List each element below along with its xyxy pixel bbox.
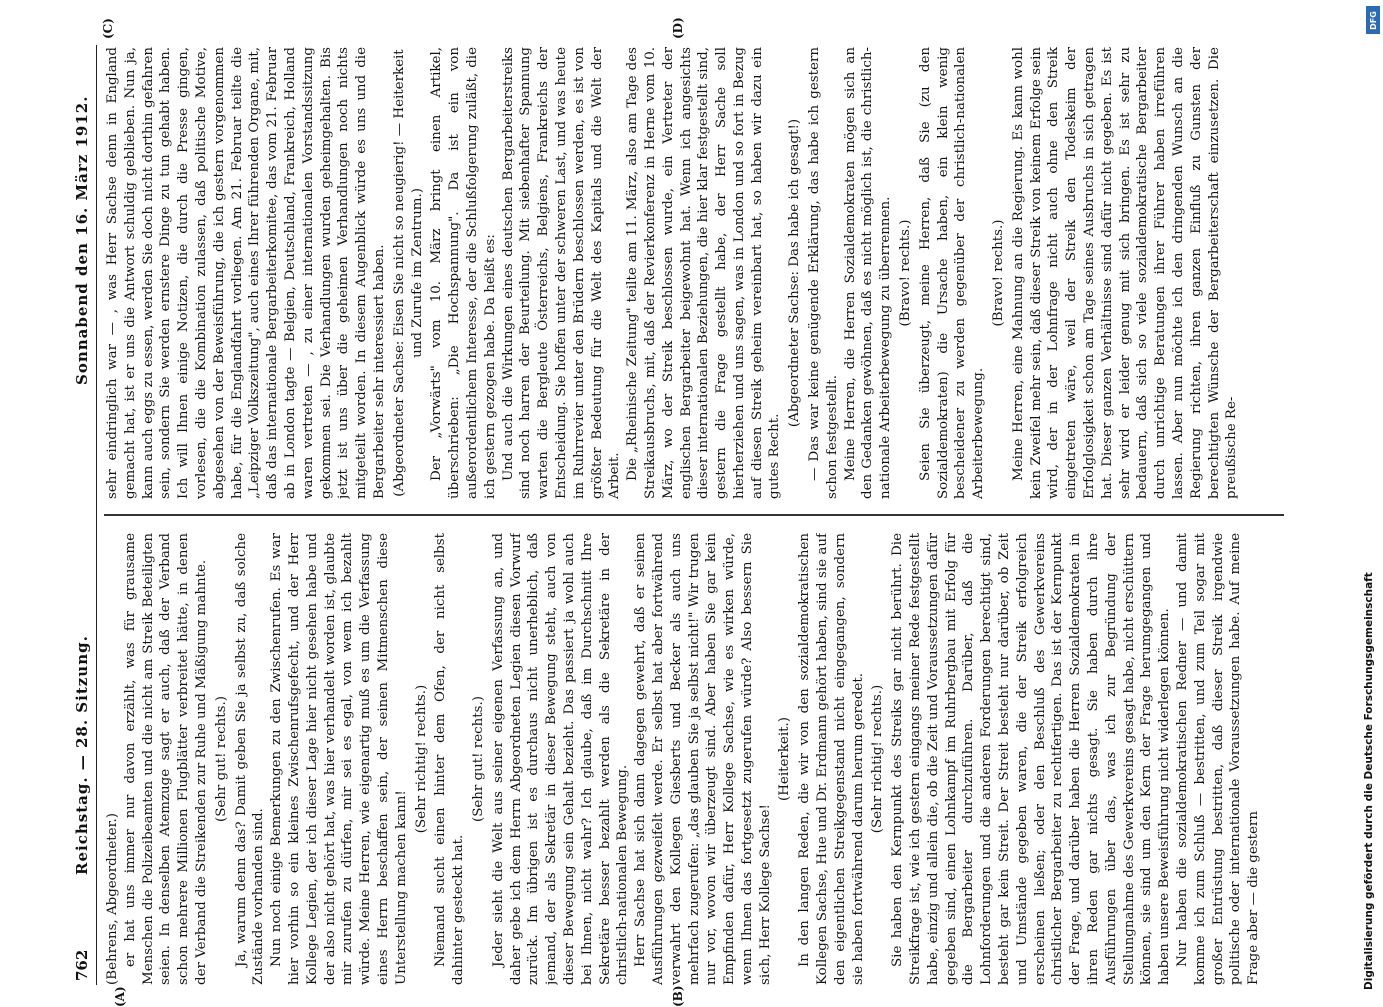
paragraph: Jeder sieht die Welt aus seiner eigenen Verfassung an, und daher gebe ich dem Herrn Abgeordneten Legien diesen Vorwurf zurück. Im übrigen ist es durchaus nicht unerheblich, daß jemand, der als Sekretär in dieser Bewegung steht, auch von dieser Bewegung sein Gehalt bezieht. Das passiert ja wohl auch bei Ihnen, nicht wahr? Ich glaube, daß im Durchschnitt Ihre Sekretäre besser bezahlt werden als die Sekretäre in der christlich-nationalen Bewegung. — [490, 533, 632, 985]
digitization-credit: Digitalisierung gefördert durch die Deutsche Forschungsgemeinschaft — [1363, 572, 1375, 990]
session-date: Sonnabend den 16. März 1912. — [74, 96, 92, 385]
paragraph: Sie haben den Kernpunkt des Streiks gar nicht berührt. Die Streikfrage ist, wie ich gestern eingangs meiner Rede festgestellt habe, einzig und allein die, ob die Zeit und Voraussetzungen dafür gegeben sind, einen Lohnkampf im Ruhrbergbau mit Erfolg für die Bergarbeiter durchzuführen. Darüber, daß die Lohnforderungen und die anderen Forderungen berechtigt sind, besteht gar kein Streit. Der Streit besteht nur darüber, ob Zeit und Umstände gegeben waren, die der Streik erfolgreich erscheinen ließen; oder den Beschluß des Gewerkvereins christlicher Bergarbeiter zu rechtfertigen. Das ist der Kernpunkt der Frage, und darüber haben die Herren Sozialdemokraten in ihren Reden gar nichts gesagt. Sie haben durch ihre Ausführungen über das, was ich zur Begründung der Stellungnahme des Gewerkvereins gesagt habe, nicht erschüttern können, sie sind um den Kern der Frage herumgegangen und haben unsere Beweisführung nicht widerlegen können. — [889, 533, 1174, 985]
right-column — [104, 47, 1304, 499]
paragraph: er hat uns immer nur davon erzählt, was für grausame Menschen die Polizeibeamten und die nicht am Streik Beteiligten seien. In denselben Atemzuge sagt er auch, daß der Verband schon mehrere Millionen Flugblätter verbreitet hätte, in denen der Verband die Streikenden zur Ruhe und Mäßigung mahnte. — [122, 533, 211, 985]
session-title: Reichstag. — 28. Sitzung. — [74, 635, 92, 875]
left-column — [104, 533, 1304, 985]
paragraph: Nun noch einige Bemerkungen zu den Zwischenrufen. Es war hier vorhin so ein kleines Zwischenrufsgefecht, und der Herr Kollege Legien, der ich dieser Lage hier nicht gesehen habe und der also nicht gehört hat, was hier verhandelt worden ist, glaubte mir zurufen zu dürfen, mir sei es egal, von wem ich bezahlt würde. Meine Herren, wie eigenartig muß es um die Verfassung eines Herrn beschaffen sein, der seinen Mitmenschen diese Unterstellung machen kann! — [268, 533, 410, 985]
interjection: (Sehr gut! rechts.) — [213, 533, 231, 985]
scanned-page — [70, 45, 1320, 985]
page-header — [70, 45, 97, 985]
margin-marker-c: (C) — [100, 18, 118, 39]
paragraph: Nur haben die sozialdemokratischen Redner — und damit komme ich zum Schluß — bestritten, und zum Teil sogar mit großer Entrüstung bestritten, daß dieser Streik irgendwie politische oder internationale Voraussetzungen habe. Auf meine Frage aber — die gestern — [1174, 533, 1263, 985]
paragraph: — Das war keine genügende Erklärung, das habe ich gestern schon festgestellt. — [806, 47, 842, 499]
column-divider — [104, 515, 1284, 517]
paragraph: Niemand sucht einen hinter dem Ofen, der nicht selbst dahinter gesteckt hat. — [432, 533, 468, 985]
margin-marker-a: (A) — [112, 986, 130, 1007]
paragraph: Seien Sie überzeugt, meine Herren, daß Sie (zu den Sozialdemokraten) die Ursache haben, ein klein wenig bescheidener zu werden gegenüber der christlich-nationalen Arbeiterbewegung. — [917, 47, 988, 499]
paragraph: In den langen Reden, die wir von den sozialdemokratischen Kollegen Sachse, Hue und Dr. Erdmann gehört haben, sind sie auf den eigentlichen Streikgegenstand nicht eingegangen, sondern sie haben fortwährend darum herum geredet. — [796, 533, 867, 985]
margin-marker-d: (D) — [670, 17, 688, 39]
quotation: Und auch die Wirkungen eines deutschen Bergarbeiterstreiks sind noch harren der Beurteilung. Mit siebenhafter Spannung warten die Bergleute Österreichs, Belgiens, Frankreichs der Entscheidung. Sie hoffen unter der schweren Last, und was heute im Ruhrrevier unter den Brüdern beschlossen werden, es ist von größter Bedeutung für die Welt des Kapitals und die Welt der Arbeit. — [500, 47, 625, 499]
paragraph: Ja, warum denn das? Damit geben Sie ja selbst zu, daß solche Zustände vorhanden sind. — [233, 533, 269, 985]
interjection: (Heiterkeit.) — [776, 533, 794, 985]
interjection: (Sehr gut! rechts.) — [470, 533, 488, 985]
interjection: (Bravo! rechts.) — [990, 47, 1008, 499]
paragraph: Herr Sachse hat sich dann dagegen gewehrt, daß er seinen Ausführungen gezweifelt werde. Er selbst hat aber fortwährend verwahrt den Kollegen Giesberts und Becker als auch uns mehrfach zugerufen: „das glauben Sie ja selbst nicht!" Wir trugen nur vor, wovon wir überzeugt sind. Aber haben Sie gar kein Empfinden dafür, Herr Kollege Sachse, wie es wirken würde, wenn Ihnen das fortgesetzt zugerufen würde? Also bessern Sie sich, Herr Kollege Sachse! — [632, 533, 774, 985]
interjection: (Sehr richtig! rechts.) — [413, 533, 431, 985]
interjection: (Sehr richtig! rechts.) — [869, 533, 887, 985]
interjection: (Abgeordneter Sachse: Das habe ich gesagt!) — [786, 47, 804, 499]
interjection: (Abgeordneter Sachse: Eisen Sie nicht so neugierig! — Heiterkeit und Zurufe im Zentrum.) — [391, 47, 427, 499]
paragraph: sehr eindringlich war — , was Herr Sachse denn in England gemacht hat, ist er uns die Antwort schuldig geblieben. Nun ja, kann auch eggs zu essen, werden Sie doch nicht dorthin gefahren sein, sondern Sie werden ernstere Dinge zu tun gehabt haben. Ich will Ihnen einige Notizen, die durch die Presse gingen, vorlesen, die die Kombination zulassen, daß politische Motive, abgesehen von der Beweisführung, die ich gestern vorgenommen habe, für die Englandfahrt vorliegen. Am 21. Februar teilte die „Leipziger Volkszeitung", auch eines Ihrer führenden Organe, mit, daß das internationale Bergarbeiterkomitee, das vom 21. Februar ab in London tagte — Belgien, Deutschland, Frankreich, Holland waren vertreten — , zu einer internationalen Vorstandssitzung gekommen sei. Die Verhandlungen wurden geheimgehalten. Bis jetzt ist uns über die geheimen Verhandlungen noch nichts mitgeteilt worden. In diesem Augenblick würde es uns und die Bergarbeiter sehr interessiert haben. — [104, 47, 389, 499]
speaker-line: (Behrens, Abgeordneter.) — [104, 533, 122, 985]
paragraph: Der „Vorwärts" vom 10. März bringt einen Artikel, überschrieben: „Die Hochspannung". Da ist ein von außerordentlichem Interesse, der die Schlußfolgerung zuläßt, die ich gestern gezogen habe. Da heißt es: — [428, 47, 499, 499]
paragraph: Meine Herren, eine Mahnung an die Regierung. Es kann wohl kein Zweifel mehr sein, daß dieser Streik von keinem Erfolge sein wird, der in der Lohnfrage nicht auch ohne den Streik eingetreten wäre, weil der Streik den Todeskeim der Erfolglosigkeit schon am Tage seines Ausbruchs in sich getragen hat. Dieser ganzen Verhältnisse sind dafür nicht gegeben. Es ist sehr wird er leider genug mit sich bringen. Es ist sehr zu bedauern, daß sich so viele sozialdemokratische Bergarbeiter durch unrichtige Beratungen ihrer Führer haben irreführen lassen. Aber nun möchte ich den dringenden Wunsch an die Regierung richten, ihren ganzen Einfluß zu Gunsten der berechtigten Wünsche der Bergarbeiterschaft einzusetzen. Die preußische Re- — [1010, 47, 1241, 499]
dfg-logo: DFG — [1366, 6, 1380, 34]
page-number: 762 — [74, 950, 92, 981]
paragraph: Meine Herren, die Herren Sozialdemokraten mögen sich an den Gedanken gewöhnen, daß es nicht möglich ist, die christlich-nationale Arbeiterbewegung zu überrennen. — [842, 47, 895, 499]
paragraph: Die „Rheinische Zeitung" teilte am 11. März, also am Tage des Streikausbruchs, mit, daß der Revierkonferenz in Herne vom 10. März, wo der Streik beschlossen wurde, ein Vertreter der englischen Bergarbeiter beigewohnt hat. Wenn ich angesichts dieser internationalen Beziehungen, die hier klar festgestellt sind, gestern die Frage gestellt habe, der Herr Sache soll hierherziehen und uns sagen, was in London und so fort in Bezug auf diesen Streik geheim vereinbart hat, so haben wir dazu ein gutes Recht. — [624, 47, 784, 499]
margin-marker-b: (B) — [670, 986, 688, 1007]
interjection: (Bravo! rechts.) — [897, 47, 915, 499]
